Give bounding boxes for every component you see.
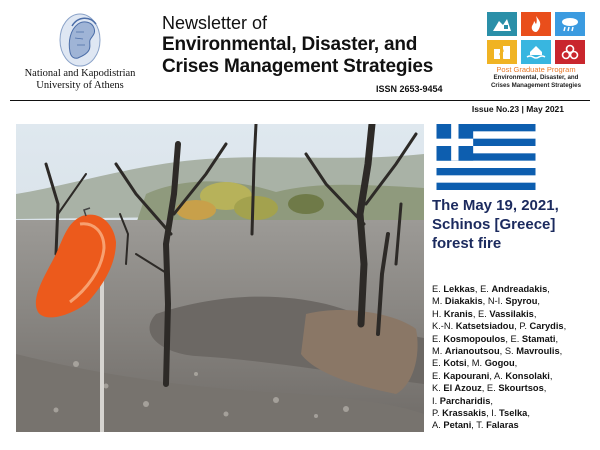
author-surname: Spyrou bbox=[505, 296, 538, 307]
cover-photo-burned-forest bbox=[16, 124, 424, 432]
author-initials: , E. bbox=[505, 333, 522, 344]
header-divider bbox=[10, 100, 590, 101]
author-surname: Konsolaki bbox=[505, 370, 550, 381]
program-label-line2: Environmental, Disaster, and bbox=[493, 74, 579, 81]
author-initials: H. bbox=[432, 308, 444, 319]
author-initials: , A. bbox=[489, 370, 506, 381]
author-line bbox=[432, 295, 596, 307]
author-surname: Tselka bbox=[499, 408, 528, 419]
author-initials: K.-N. bbox=[432, 321, 456, 332]
author-surname: Petani bbox=[443, 420, 472, 431]
program-logo bbox=[484, 12, 588, 90]
landslide-icon bbox=[487, 12, 517, 36]
university-name bbox=[10, 68, 150, 92]
greek-flag-icon bbox=[436, 124, 536, 190]
author-initials: , bbox=[559, 346, 563, 357]
author-line bbox=[432, 395, 596, 407]
university-name-line2: University of Athens bbox=[36, 80, 124, 91]
author-line bbox=[432, 407, 596, 419]
program-icon-grid bbox=[484, 12, 588, 64]
program-label bbox=[484, 66, 588, 90]
author-surname: Kapourani bbox=[443, 370, 490, 381]
author-initials: , bbox=[543, 383, 547, 394]
author-initials: I. bbox=[432, 395, 440, 406]
author-initials: E. bbox=[432, 284, 444, 294]
author-line bbox=[432, 370, 596, 382]
author-initials: , N-I. bbox=[482, 296, 506, 307]
newsletter-title-line2: Environmental, Disaster, and bbox=[162, 34, 418, 55]
author-surname: Lekkas bbox=[443, 284, 475, 294]
author-surname: Andreadakis bbox=[491, 284, 548, 294]
author-initials: E. bbox=[432, 358, 444, 369]
author-line bbox=[432, 320, 596, 332]
author-initials: , M. bbox=[466, 358, 485, 369]
author-initials: A. bbox=[432, 420, 444, 431]
author-initials: , T. bbox=[471, 420, 487, 431]
university-name-line1: National and Kapodistrian bbox=[24, 68, 136, 79]
author-line bbox=[432, 419, 596, 431]
biohazard-icon bbox=[555, 40, 585, 64]
university-logo bbox=[58, 12, 102, 68]
fire-icon bbox=[521, 12, 551, 36]
author-surname: Diakakis bbox=[444, 296, 483, 307]
author-initials: , bbox=[549, 370, 553, 381]
author-surname: Krassakis bbox=[442, 408, 487, 419]
author-surname: Skourtsos bbox=[498, 383, 544, 394]
weather-cloud-icon bbox=[555, 12, 585, 36]
author-initials: E. bbox=[432, 333, 444, 344]
issue-label: Issue No.23 | May 2021 bbox=[471, 104, 564, 114]
author-initials: M. bbox=[432, 346, 445, 357]
article-title-line2: Schinos [Greece] bbox=[432, 216, 556, 233]
author-surname: Arianoutsou bbox=[444, 346, 500, 357]
author-initials: , bbox=[563, 321, 567, 332]
author-line bbox=[432, 345, 596, 357]
article-title-line1: The May 19, 2021, bbox=[432, 197, 559, 214]
author-initials: , E. bbox=[474, 284, 492, 294]
author-surname: Kosmopoulos bbox=[443, 333, 506, 344]
author-line bbox=[432, 308, 596, 320]
author-line bbox=[432, 333, 596, 345]
author-surname: Parcharidis bbox=[439, 395, 491, 406]
author-surname: Kotsi bbox=[443, 358, 467, 369]
author-surname: Stamati bbox=[521, 333, 556, 344]
author-initials: E. bbox=[432, 370, 444, 381]
earthquake-icon bbox=[487, 40, 517, 64]
author-surname: El Azouz bbox=[443, 383, 482, 394]
article-title bbox=[432, 196, 592, 253]
author-initials: , I. bbox=[486, 408, 500, 419]
author-surname: Falaras bbox=[486, 420, 519, 431]
author-surname: Vassilakis bbox=[489, 308, 534, 319]
newsletter-title bbox=[162, 12, 462, 78]
author-initials: , bbox=[514, 358, 518, 369]
author-surname: Mavroulis bbox=[516, 346, 560, 357]
author-initials: , S. bbox=[499, 346, 517, 357]
author-initials: , bbox=[490, 395, 493, 406]
author-initials: P. bbox=[432, 408, 443, 419]
author-initials: , E. bbox=[472, 308, 490, 319]
program-label-line3: Crises Management Strategies bbox=[490, 82, 582, 89]
author-line bbox=[432, 357, 596, 369]
author-initials: M. bbox=[432, 296, 445, 307]
newsletter-title-line1: Newsletter of bbox=[162, 13, 268, 33]
author-surname: Katsetsiadou bbox=[455, 321, 515, 332]
newsletter-title-line3: Crises Management Strategies bbox=[162, 56, 434, 77]
program-label-line1: Post Graduate Program bbox=[496, 65, 576, 74]
author-list bbox=[432, 283, 596, 432]
author-initials: , bbox=[527, 408, 530, 419]
author-initials: , P. bbox=[514, 321, 530, 332]
author-surname: Gogou bbox=[484, 358, 515, 369]
author-surname: Kranis bbox=[443, 308, 473, 319]
author-initials: , bbox=[533, 308, 537, 319]
author-initials: , bbox=[537, 296, 541, 307]
issn-label: ISSN 2653-9454 bbox=[376, 84, 443, 94]
author-line bbox=[432, 382, 596, 394]
author-initials: , bbox=[547, 284, 550, 294]
article-title-line3: forest fire bbox=[432, 235, 502, 252]
author-surname: Carydis bbox=[529, 321, 564, 332]
athena-head-icon bbox=[58, 12, 102, 68]
author-initials: , E. bbox=[481, 383, 499, 394]
author-initials: , bbox=[555, 333, 559, 344]
author-line bbox=[432, 283, 596, 295]
flood-icon bbox=[521, 40, 551, 64]
author-initials: K. bbox=[432, 383, 444, 394]
